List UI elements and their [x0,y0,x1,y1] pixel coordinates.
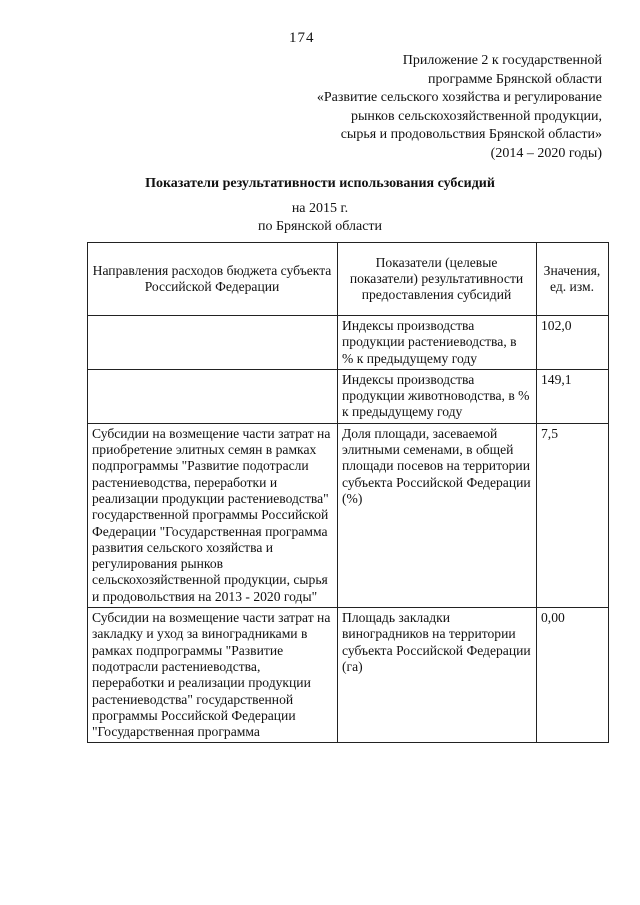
cell-value: 0,00 [537,608,609,743]
cell-indicator: Индексы производства продукции животноводства, в % к предыдущему году [338,369,537,423]
cell-value: 149,1 [537,369,609,423]
appendix-line: «Развитие сельского хозяйства и регулирование [316,90,602,105]
subtitle-year: на 2015 г. [291,201,349,216]
table-row [88,369,609,423]
table-row [88,316,609,370]
cell-indicator: Площадь закладки виноградников на территории субъекта Российской Федерации (га) [338,608,537,743]
appendix-line: рынков сельскохозяйственной продукции, [351,108,602,124]
cell-direction: Субсидии на возмещение части затрат на закладку и уход за виноградниками в рамках подпрограммы "Развитие подотрасли растениеводства, переработки и реализации продукции растениеводства" государственной программы Российской Федерации "Государственная программа [88,608,338,743]
appendix-header [222,52,602,163]
table-row [88,608,609,743]
cell-value: 102,0 [537,316,609,370]
header-value: Значения, ед. изм. [537,243,609,316]
cell-direction [88,316,338,370]
page-number: 174 [289,30,315,46]
appendix-line: сырья и продовольствия Брянской области» [340,127,602,142]
indicators-table [87,242,609,743]
table-header-row [88,243,609,316]
appendix-line: (2014 – 2020 годы) [490,145,602,161]
cell-indicator: Индексы производства продукции растениеводства, в % к предыдущему году [338,316,537,370]
document-title: Показатели результативности использования субсидий [145,176,495,191]
appendix-line: Приложение 2 к государственной [402,53,602,68]
cell-value: 7,5 [537,423,609,607]
cell-indicator: Доля площади, засеваемой элитными семенами, в общей площади посевов на территории субъекта Российской Федерации (%) [338,423,537,607]
header-indicator: Показатели (целевые показатели) результативности предоставления субсидий [338,243,537,316]
appendix-line: программе Брянской области [428,71,602,87]
header-direction: Направления расходов бюджета субъекта Российской Федерации [88,243,338,316]
subtitle-region: по Брянской области [257,219,383,234]
table-row [88,423,609,607]
cell-direction [88,369,338,423]
cell-direction: Субсидии на возмещение части затрат на приобретение элитных семян в рамках подпрограммы "Развитие подотрасли растениеводства, переработки и реализации продукции растениеводства" государственной программы Российской Федерации "Государственная программа развития сельского хозяйства и регулирования рынков сельскохозяйственной продукции, сырья и продовольствия на 2013 - 2020 годы" [88,423,338,607]
